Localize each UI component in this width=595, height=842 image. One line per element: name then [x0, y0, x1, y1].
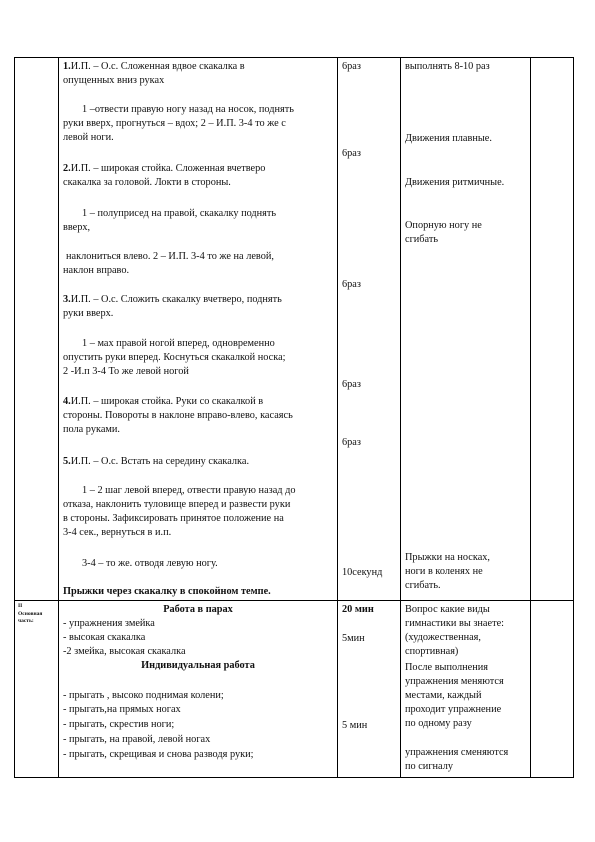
table-col-line — [400, 57, 401, 778]
exercise-num: 1. — [63, 61, 71, 72]
note-text: ноги в коленях не — [405, 566, 483, 577]
section-number: II — [18, 603, 23, 609]
exercise-text: наклон вправо. — [63, 265, 130, 276]
exercise-text: 1 – мах правой ногой вперед, одновременно — [82, 338, 275, 349]
pairs-heading: Работа в парах — [163, 604, 233, 615]
note-text: Прыжки на носках, — [405, 552, 490, 563]
dosage-value: 10секунд — [342, 567, 383, 578]
note-text: выполнять 8-10 раз — [405, 61, 490, 72]
exercise-text: в стороны. Зафиксировать принятое положение на — [63, 513, 284, 524]
dosage-value: 5 мин — [342, 720, 368, 731]
exercise-1-cont: опущенных вниз руках — [63, 75, 165, 86]
exercise-text: 3-4 сек., вернуться в и.п. — [63, 527, 172, 538]
note-text: Опорную ногу не — [405, 220, 482, 231]
exercise-text: 1 – 2 шаг левой вперед, отвести правую назад до — [82, 485, 296, 496]
note-text: по сигналу — [405, 761, 453, 772]
note-text: спортивная) — [405, 646, 459, 657]
table-border-bottom — [14, 777, 574, 778]
exercise-3-title: 3.И.П. – О.с. Сложить скакалку вчетверо, поднять — [63, 294, 282, 305]
dosage-value: 6раз — [342, 148, 361, 159]
note-text: сгибать — [405, 234, 439, 245]
exercise-text: наклониться влево. 2 – И.П. 3-4 то же на левой, — [66, 251, 274, 262]
exercise-1-title: 1.И.П. – О.с. Сложенная вдвое скакалка в — [63, 61, 245, 72]
individual-heading: Индивидуальная работа — [141, 660, 255, 671]
list-item: - прыгать, скрестив ноги; — [63, 719, 175, 730]
exercise-text: 1 – полуприсед на правой, скакалку поднять — [82, 208, 277, 219]
note-text: по одному разу — [405, 718, 472, 729]
exercise-text: отказа, наклонить туловище вперед и развести руки — [63, 499, 291, 510]
table-row-divider — [14, 600, 574, 601]
note-text: Вопрос какие виды — [405, 604, 490, 615]
dosage-value: 5мин — [342, 633, 365, 644]
list-item: - упражнения змейка — [63, 618, 155, 629]
note-text: Движения ритмичные. — [405, 177, 505, 188]
table-col-line — [573, 57, 574, 778]
exercise-num: 4. — [63, 396, 71, 407]
exercise-2-title: 2.И.П. – широкая стойка. Сложенная вчетверо — [63, 163, 266, 174]
note-text: После выполнения — [405, 662, 488, 673]
table-col-line — [14, 57, 15, 778]
exercise-text: 3-4 – то же. отводя левую ногу. — [82, 558, 218, 569]
note-text: (художественная, — [405, 632, 481, 643]
list-item: - прыгать,на прямых ногах — [63, 704, 181, 715]
dosage-value: 6раз — [342, 279, 361, 290]
list-item: - высокая скакалка — [63, 632, 146, 643]
dosage-value: 6раз — [342, 61, 361, 72]
section-title: Основная часть: — [18, 611, 43, 624]
exercise-num: 3. — [63, 294, 71, 305]
note-text: сгибать. — [405, 580, 441, 591]
note-text: местами, каждый — [405, 690, 482, 701]
table-col-line — [337, 57, 338, 778]
exercise-4-cont: стороны. Повороты в наклоне вправо-влево, касаясь — [63, 410, 293, 421]
exercise-2-cont: скакалка за головой. Локти в стороны. — [63, 177, 231, 188]
list-item: - прыгать , высоко поднимая колени; — [63, 690, 224, 701]
jump-rope-instruction: Прыжки через скакалку в спокойном темпе. — [63, 586, 271, 597]
note-text: гимнастики вы знаете: — [405, 618, 505, 629]
list-item: - прыгать, скрещивая и снова разводя руки; — [63, 749, 254, 760]
exercise-num: 2. — [63, 163, 71, 174]
exercise-4-title: 4.И.П. – широкая стойка. Руки со скакалкой в — [63, 396, 264, 407]
note-text: Движения плавные. — [405, 133, 492, 144]
dosage-value: 6раз — [342, 437, 361, 448]
note-text: упражнения меняются — [405, 676, 504, 687]
exercise-text: 2 -И.п 3-4 То же левой ногой — [63, 366, 189, 377]
exercise-text: левой ноги. — [63, 132, 114, 143]
table-border-top — [14, 57, 574, 58]
exercise-5-title: 5.И.П. – О.с. Встать на середину скакалка. — [63, 456, 250, 467]
dosage-total: 20 мин — [342, 604, 374, 615]
list-item: -2 змейка, высокая скакалка — [63, 646, 186, 657]
exercise-3-cont: руки вверх. — [63, 308, 114, 319]
exercise-text: руки вверх, прогнуться – вдох; 2 – И.П. 3-4 то же с — [63, 118, 286, 129]
dosage-value: 6раз — [342, 379, 361, 390]
exercise-text: вверх, — [63, 222, 91, 233]
exercise-text: пола руками. — [63, 424, 120, 435]
exercise-num: 5. — [63, 456, 71, 467]
note-text: проходит упражнение — [405, 704, 502, 715]
table-col-line — [530, 57, 531, 778]
list-item: - прыгать, на правой, левой ногах — [63, 734, 211, 745]
note-text: упражнения сменяются — [405, 747, 509, 758]
exercise-text: опустить руки вперед. Коснуться скакалкой носка; — [63, 352, 286, 363]
exercise-text: 1 –отвести правую ногу назад на носок, поднять — [82, 104, 294, 115]
